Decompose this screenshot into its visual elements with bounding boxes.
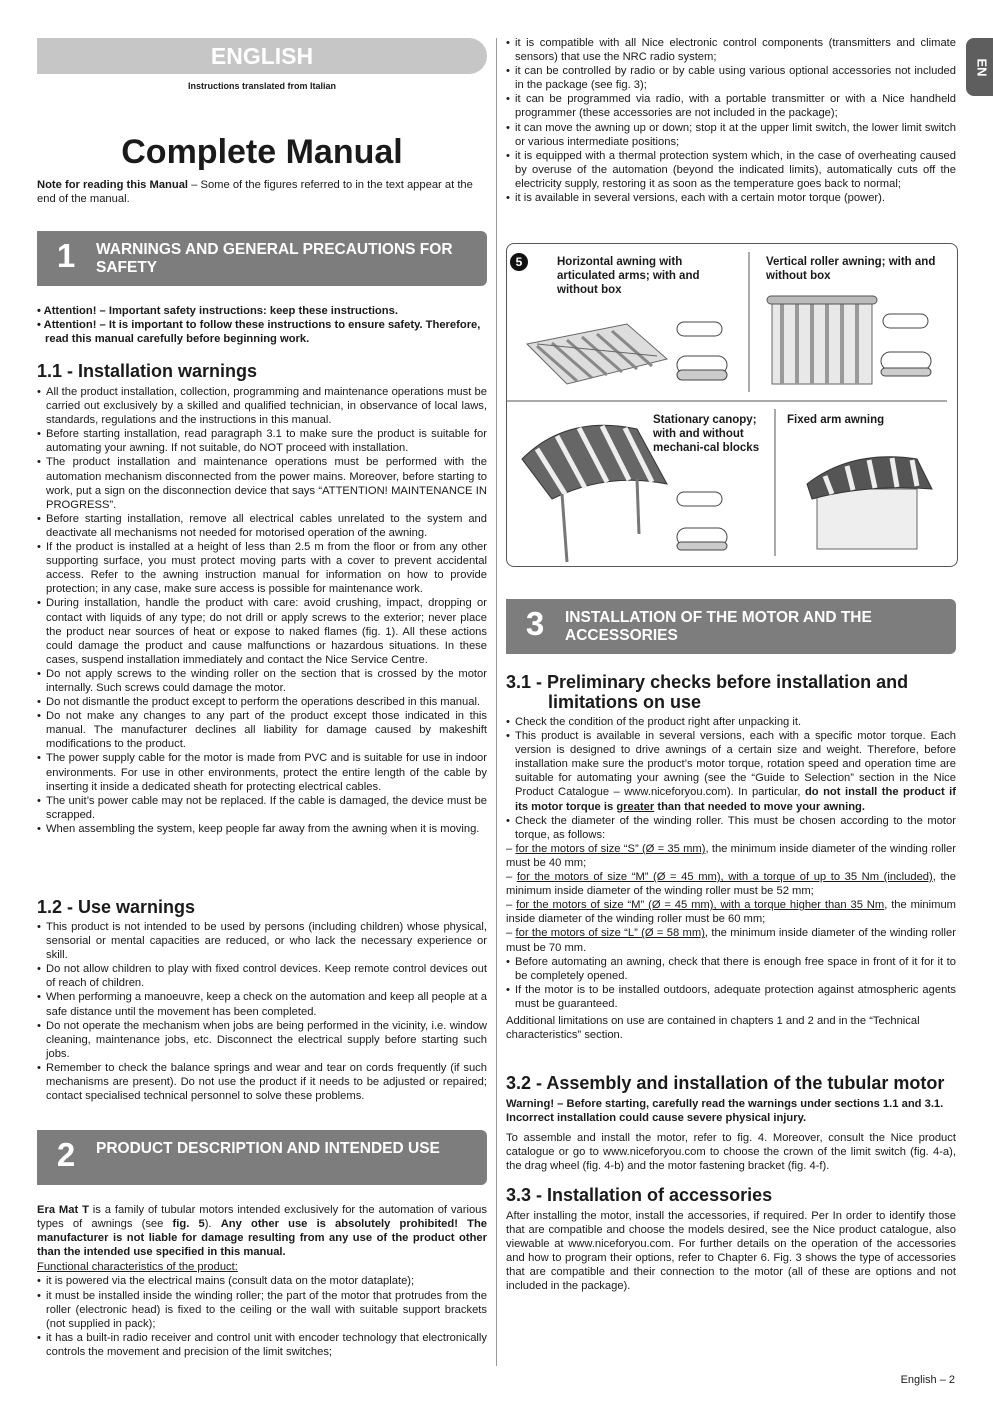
list-item: • it must be installed inside the winding roller; the part of the motor that protrudes from the roller (electronic head) is fixed to the ceiling or the wall with suitable support brackets (not supplied in pack); bbox=[37, 1289, 487, 1331]
list-item: • it is powered via the electrical mains (consult data on the motor dataplate); bbox=[37, 1274, 487, 1288]
horizontal-awning-illustration bbox=[527, 324, 667, 384]
list-item: • During installation, handle the product with care: avoid crushing, impact, dropping or contact with liquids of any type; do not drill or apply screws to the exterior; never place the product near sources of heat or expose to naked flames (fig. 1). All these actions could damage the product and cause malfunctions or hazardous situations. In these cases, suspend installation immediately and contact the Nice Service Centre. bbox=[37, 596, 487, 666]
fixed-arm-awning-illustration bbox=[807, 457, 932, 549]
heading-3-3: 3.3 - Installation of accessories bbox=[506, 1185, 773, 1205]
heading-1-2: 1.2 - Use warnings bbox=[37, 897, 196, 917]
section-3-header: 3 INSTALLATION OF THE MOTOR AND THE ACCESSORIES bbox=[506, 599, 956, 654]
list-item: • Do not operate the mechanism when jobs are being performed in the vicinity, i.e. window cleaning, maintenance jobs, etc. Disconnect the electrical supply before starting such jobs. bbox=[37, 1019, 487, 1061]
list-item: • it is compatible with all Nice electronic control components (transmitters and climate sensors) that use the NRC radio system; bbox=[506, 36, 956, 64]
list-item: • Before starting installation, remove all electrical cables unrelated to the system and deactivate all mechanisms not needed for motorised operation of the awning. bbox=[37, 512, 487, 540]
translation-note: Instructions translated from Italian bbox=[187, 81, 337, 91]
list-item: • The product installation and maintenance operations must be performed with the automation mechanism disconnected from the power mains. Moreover, before starting to work, put a sign on the disconnection device that says “ATTENTION! MAINTENANCE IN PROGRESS”. bbox=[37, 455, 487, 511]
list-item: • The power supply cable for the motor is made from PVC and is suitable for use in indoor environments. For use in other environments, protect the entire length of the cable by inserting it inside a dedicated sheath for protecting electrical cables. bbox=[37, 751, 487, 793]
list-item: • it can be programmed via radio, with a portable transmitter or with a Nice handheld programmer (these accessories are not included in the package); bbox=[506, 92, 956, 120]
list-item: • When performing a manoeuvre, keep a check on the automation and keep all people at a safe distance until the movement has been completed. bbox=[37, 990, 487, 1018]
page-title: Complete Manual bbox=[121, 133, 403, 171]
section-2-header: 2 PRODUCT DESCRIPTION AND INTENDED USE bbox=[37, 1130, 487, 1185]
preliminary-checks-list: • Check the condition of the product right after unpacking it. • This product is available in several versions, each with a specific motor torque. Each version is designed to drive awnings of a certain size and weight. Therefore, before installation make sure the product’s motor torque, rotation speed and operation time are suitable for automating your awning (see the “Guide to Selection” section in the Nice Product Catalogue – www.niceforyou.com). In particular, do not install the product if its motor torque is greater than that needed to move your awning. • Check the diameter of the winding roller. This must be chosen according to the motor torque, as follows: – for the motors of size “S” (Ø = 35 mm), the minimum inside diameter of the winding roller must be 40 mm; – for the motors of size “M” (Ø = 45 mm), with a torque of up to 35 Nm (included), the minimum inside diameter of the winding roller must be 52 mm; – for the motors of size “M” (Ø = 45 mm), with a torque higher than 35 Nm, the minimum inside diameter of the winding roller must be 60 mm; – for the motors of size “L” (Ø = 58 mm), the minimum inside diameter of the winding roller must be 70 mm. • Before automating an awning, check that there is enough free space in front of it for it to be completely opened. • If the motor is to be installed outdoors, adequate protection against atmospheric agents must be guaranteed. Additional limitations on use are contained in chapters 1 and 2 and in the “Technical characteristics” section. bbox=[506, 715, 956, 1042]
list-item: • it has a built-in radio receiver and control unit with encoder technology that electronically controls the movement and precision of the limit switches; bbox=[37, 1331, 487, 1359]
tube-motor-icons-1 bbox=[677, 322, 727, 380]
size-requirement: – for the motors of size “S” (Ø = 35 mm), the minimum inside diameter of the winding roller must be 40 mm; bbox=[506, 842, 956, 869]
attention-block: • Attention! – Important safety instructions: keep these instructions. • Attention! – It is important to follow these instructions to ensure safety. Therefore, read this manual carefully before beginning work. bbox=[37, 305, 481, 346]
vertical-awning-illustration bbox=[767, 296, 877, 384]
list-item: • Do not allow children to play with fixed control devices. Keep remote control devices out of reach of children. bbox=[37, 962, 487, 990]
list-item: • it is available in several versions, each with a certain motor torque (power). bbox=[506, 191, 956, 205]
stationary-canopy-illustration bbox=[522, 425, 667, 562]
size-requirement: – for the motors of size “M” (Ø = 45 mm), with a torque of up to 35 Nm (included), the minimum inside diameter of the winding roller must be 52 mm; bbox=[506, 871, 957, 898]
list-item: • it can be controlled by radio or by cable using various optional accessories not included in the package (see fig. 3); bbox=[506, 64, 956, 92]
use-warnings-list bbox=[37, 920, 487, 1103]
accessories-section: After installing the motor, install the accessories, if required. Per In order to identify those that are compatible and choose the models desired, see the Nice product catalogue, also viewable at www.niceforyou.com. For further details on the operation of the accessories and how to program their options, refer to Chapter 6. Fig. 3 shows the type of accessories that are compatible and their connection to the motor (all of these are options and not included in the package). bbox=[506, 1210, 956, 1293]
figure-number: 5 bbox=[510, 253, 528, 271]
characteristics-list-continued bbox=[506, 36, 956, 205]
size-requirement: – for the motors of size “M” (Ø = 45 mm), with a torque higher than 35 Nm, the minimum inside diameter of the winding roller must be 60 mm; bbox=[506, 899, 956, 926]
figure-5 bbox=[506, 243, 958, 567]
list-item: • Before starting installation, read paragraph 3.1 to make sure the product is suitable for automating your awning. If not suitable, do NOT proceed with installation. bbox=[37, 427, 487, 455]
caption-vertical-awning: Vertical roller awning; with and without box bbox=[766, 256, 936, 282]
caption-fixed-arm-awning: Fixed arm awning bbox=[787, 414, 885, 426]
list-item: • All the product installation, collection, programming and maintenance operations must be carried out exclusively by a skilled and qualified technician, in observance of local laws, standards, regulations and the instructions in this manual. bbox=[37, 385, 487, 427]
tube-motor-icons-3 bbox=[677, 492, 727, 550]
list-item: • it is equipped with a thermal protection system which, in the case of overheating caused by overuse of the automation (beyond the indicated limits), automatically cuts off the electricity supply, restoring it as soon as the temperature goes back to normal; bbox=[506, 149, 956, 191]
tube-motor-icons-2 bbox=[881, 314, 931, 376]
assembly-section: Warning! – Before starting, carefully read the warnings under sections 1.1 and 3.1. Incorrect installation could cause severe physical injury. To assemble and install the motor, refer to fig. 4. Moreover, consult the Nice product catalogue or go to www.niceforyou.com to choose the crown of the limit switch (fig. 4-a), the drag wheel (fig. 4-b) and the motor fastening bracket (fig. 4-f). bbox=[506, 1098, 956, 1173]
size-requirement: – for the motors of size “L” (Ø = 58 mm), the minimum inside diameter of the winding roller must be 70 mm. bbox=[506, 927, 956, 954]
list-item: • The unit’s power cable may not be replaced. If the cable is damaged, the device must be scrapped. bbox=[37, 794, 487, 822]
reading-note: Note for reading this Manual – Some of the figures referred to in the text appear at the end of the manual. bbox=[37, 179, 473, 205]
page-footer: English – 2 bbox=[900, 1374, 955, 1386]
caption-horizontal-awning: Horizontal awning with articulated arms; with and without box bbox=[557, 256, 700, 296]
list-item: • Remember to check the balance springs and wear and tear on cords frequently (if such mechanisms are present). Do not use the product if it needs to be adjusted or repaired; contact specialised technical personnel to solve these problems. bbox=[37, 1061, 487, 1103]
list-item: • This product is not intended to be used by persons (including children) whose physical, sensorial or mental capacities are reduced, or who lack the necessary experience or skill. bbox=[37, 920, 487, 962]
list-item: • Do not dismantle the product except to perform the operations described in this manual. bbox=[37, 695, 487, 709]
heading-1-1: 1.1 - Installation warnings bbox=[37, 361, 258, 381]
list-item: • When assembling the system, keep people far away from the awning when it is moving. bbox=[37, 822, 487, 836]
column-divider bbox=[496, 38, 497, 1366]
list-item: • it can move the awning up or down; stop it at the upper limit switch, the lower limit switch or various intermediate positions; bbox=[506, 121, 956, 149]
product-description: Era Mat T is a family of tubular motors intended exclusively for the automation of various types of awnings (see fig. 5). Any other use is absolutely prohibited! The manufacturer is not liable for damage resulting from any use of the product other than the intended use specified in this manual. Functional characteristics of the product: • it is powered via the electrical mains (consult data on the motor dataplate); • it must be installed inside the winding roller; the part of the motor that protrudes from the roller (electronic head) is fixed to the ceiling or the wall with suitable support brackets (not supplied in pack); • it has a built-in radio receiver and control unit with encoder technology that electronically controls the movement and precision of the limit switches; bbox=[37, 1203, 487, 1359]
heading-3-1: 3.1 - Preliminary checks before installation and limitations on use bbox=[506, 672, 909, 712]
language-header: ENGLISH bbox=[37, 38, 487, 74]
language-tab[interactable]: EN bbox=[966, 38, 993, 96]
section-1-header: 1 WARNINGS AND GENERAL PRECAUTIONS FOR SAFETY bbox=[37, 231, 487, 286]
list-item: • If the product is installed at a height of less than 2.5 m from the floor or from any other supporting surface, you must protect moving parts with a cover to prevent accidental access. Refer to the awning instruction manual for information on how to provide protection; in any case, make sure access is possible for maintenance work. bbox=[37, 540, 487, 596]
list-item: • Do not apply screws to the winding roller on the section that is crossed by the motor internally. Such screws could damage the motor. bbox=[37, 667, 487, 695]
caption-stationary-canopy: Stationary canopy; with and without mechani-cal blocks bbox=[653, 414, 760, 454]
list-item: • Do not make any changes to any part of the product except those indicated in this manual. The manufacturer declines all liability for damage caused by makeshift modifications to the product. bbox=[37, 709, 487, 751]
installation-warnings-list bbox=[37, 385, 487, 836]
heading-3-2: 3.2 - Assembly and installation of the tubular motor bbox=[506, 1073, 945, 1093]
